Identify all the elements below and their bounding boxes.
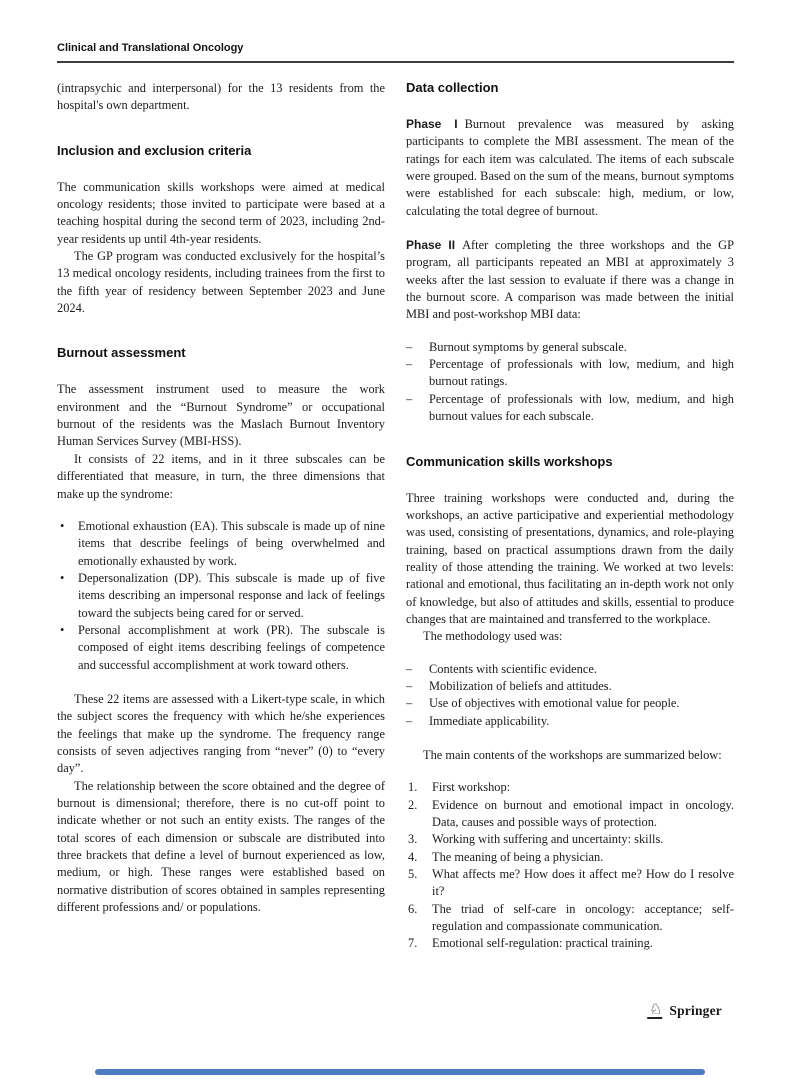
section-heading: Burnout assessment bbox=[57, 345, 186, 361]
list-marker: – bbox=[406, 661, 413, 676]
list-item bbox=[406, 695, 734, 712]
section-heading: Communication skills workshops bbox=[406, 453, 613, 469]
paragraph: It consists of 22 items, and in it three subscales can be differentiated that measure, in turn, the three dimensions that make up the syndrome: bbox=[57, 451, 385, 501]
list-marker: • bbox=[60, 570, 65, 585]
dash-list bbox=[406, 661, 734, 730]
list-marker: 3. bbox=[408, 832, 418, 847]
list-marker: – bbox=[406, 391, 413, 406]
header-rule bbox=[57, 61, 734, 63]
paragraph-text: Burnout prevalence was measured by asking participants to complete the MBI assessment. The mean of the ratings for each item was calculated. The items of each subscale were grouped. Based on the sum of the means, burnout symptoms were established for each subscale: high, medium, or low, calculating the total degree of burnout. bbox=[406, 117, 734, 218]
list-item bbox=[406, 901, 734, 936]
list-item bbox=[406, 391, 734, 426]
list-marker: 4. bbox=[408, 849, 418, 864]
list-item-text: Mobilization of beliefs and attitudes. bbox=[429, 678, 612, 693]
list-item bbox=[406, 678, 734, 695]
list-item-text: Percentage of professionals with low, medium, and high burnout values for each subscale. bbox=[429, 391, 734, 424]
phase-run-in-heading: Phase I bbox=[406, 117, 458, 131]
publisher-name: Springer bbox=[669, 1002, 722, 1018]
list-item-text: Personal accomplishment at work (PR). The subscale is composed of eight items describing feelings of competence and successful accomplishment at work toward others. bbox=[78, 622, 385, 672]
journal-running-head: Clinical and Translational Oncology bbox=[57, 42, 244, 54]
list-marker: • bbox=[60, 518, 65, 533]
list-item bbox=[406, 713, 734, 730]
paragraph-text: After completing the three workshops and the GP program, all participants repeated an MBI at approximately 3 weeks after the last session to evaluate if there was a change in the burnout score. A comparison was made between the initial MBI and post-workshop MBI data: bbox=[406, 238, 734, 322]
paragraph: These 22 items are assessed with a Likert-type scale, in which the subject scores the frequency with which he/she experiences the feelings that make up the syndrome. The frequency range consists of seven adjectives ranging from “never” (0) to “every day”. bbox=[57, 691, 385, 776]
list-marker: – bbox=[406, 357, 413, 372]
list-item-text: Emotional exhaustion (EA). This subscale is made up of nine items that describe feelings of being overwhelmed and emotionally exhausted by work. bbox=[78, 518, 385, 568]
list-marker: 6. bbox=[408, 901, 418, 916]
springer-knight-icon: ♘ bbox=[648, 1000, 664, 1018]
list-item bbox=[406, 935, 734, 952]
bullet-list bbox=[57, 518, 385, 674]
list-item bbox=[406, 866, 734, 901]
list-item bbox=[406, 797, 734, 832]
list-item-text: Immediate applicability. bbox=[429, 713, 550, 728]
horizontal-scrollbar-thumb[interactable] bbox=[95, 1069, 705, 1075]
list-item-text: Use of objectives with emotional value for people. bbox=[429, 696, 680, 711]
list-item-text: The meaning of being a physician. bbox=[432, 849, 604, 864]
paragraph: The communication skills workshops were aimed at medical oncology residents; those invited to participate were based at a teaching hospital during the second term of 2023, including 2nd-year residents up until 4th-year residents. bbox=[57, 179, 385, 246]
list-marker: 1. bbox=[408, 780, 418, 795]
list-marker: • bbox=[60, 622, 65, 637]
paragraph bbox=[406, 116, 734, 220]
page-body bbox=[57, 42, 734, 968]
list-item bbox=[57, 518, 385, 570]
paragraph: The methodology used was: bbox=[423, 629, 563, 644]
paragraph: The main contents of the workshops are summarized below: bbox=[423, 747, 722, 762]
list-marker: – bbox=[406, 713, 413, 728]
section-heading: Inclusion and exclusion criteria bbox=[57, 142, 252, 158]
list-item-text: Working with suffering and uncertainty: skills. bbox=[432, 832, 664, 847]
list-marker: – bbox=[406, 696, 413, 711]
list-marker: 2. bbox=[408, 797, 418, 812]
list-item-text: Evidence on burnout and emotional impact in oncology. Data, causes and possible ways of protection. bbox=[432, 797, 734, 829]
list-item-text: Contents with scientific evidence. bbox=[429, 661, 597, 676]
list-marker: – bbox=[406, 678, 413, 693]
list-item bbox=[406, 849, 734, 866]
list-item bbox=[57, 570, 385, 622]
paragraph: Three training workshops were conducted and, during the workshops, an active participative and experiential methodology was used, consisting of presentations, dynamics, and role-playing training, based on practical assumptions drawn from the daily reality of those attending the training. We worked at two levels: rational and emotional, thus facilitating an in-depth work not only of knowledge, but also of attitudes and skills, essential to produce changes that are maintained and transferred to the workplace. bbox=[406, 490, 734, 626]
list-item bbox=[406, 356, 734, 391]
list-item-text: Burnout symptoms by general subscale. bbox=[429, 339, 627, 354]
left-column bbox=[57, 80, 385, 968]
list-marker: 5. bbox=[408, 867, 418, 882]
list-item-text: Percentage of professionals with low, medium, and high burnout ratings. bbox=[429, 357, 734, 389]
two-column-layout bbox=[57, 80, 734, 968]
list-marker: 7. bbox=[408, 936, 418, 951]
list-item bbox=[406, 661, 734, 678]
paragraph bbox=[406, 237, 734, 324]
list-item-text: Depersonalization (DP). This subscale is made up of five items describing an impersonal response and lack of feelings toward the subjects being cared for or served. bbox=[78, 570, 385, 620]
paragraph: The GP program was conducted exclusively for the hospital’s 13 medical oncology residents, including trainees from the first to the fifth year of residency between September 2023 and June 2024. bbox=[57, 249, 385, 316]
list-item bbox=[57, 622, 385, 674]
list-item-text: What affects me? How does it affect me? How do I resolve it? bbox=[432, 867, 734, 899]
phase-run-in-heading: Phase II bbox=[406, 238, 456, 253]
list-item bbox=[406, 779, 734, 796]
right-column bbox=[406, 80, 734, 968]
list-item-text: The triad of self-care in oncology: acceptance; self-regulation and compassionate communication. bbox=[432, 901, 734, 934]
paragraph: The assessment instrument used to measure the work environment and the “Burnout Syndrome” or occupational burnout of the residents was the Maslach Burnout Inventory Human Services Survey (MBI-HSS). bbox=[57, 382, 385, 449]
dash-list bbox=[406, 339, 734, 426]
list-item-text: First workshop: bbox=[432, 780, 511, 795]
numbered-list bbox=[406, 779, 734, 952]
list-item-text: Emotional self-regulation: practical training. bbox=[432, 936, 653, 951]
list-marker: – bbox=[406, 339, 413, 354]
section-heading: Data collection bbox=[406, 80, 499, 95]
paragraph: (intrapsychic and interpersonal) for the 13 residents from the hospital's own department. bbox=[57, 81, 385, 113]
list-item bbox=[406, 339, 734, 356]
publisher-footer bbox=[648, 1002, 722, 1019]
paragraph: The relationship between the score obtained and the degree of burnout is dimensional; therefore, there is no cut-off point to indicate whether or not such an entity exists. The ranges of the total scores of each dimension or subscale are distributed into three brackets that define a level of burnout experienced as low, medium, or high. These ranges were established based on normative distribution of scores obtained in samples representing different professions and/ or populations. bbox=[57, 778, 385, 915]
list-item bbox=[406, 831, 734, 848]
